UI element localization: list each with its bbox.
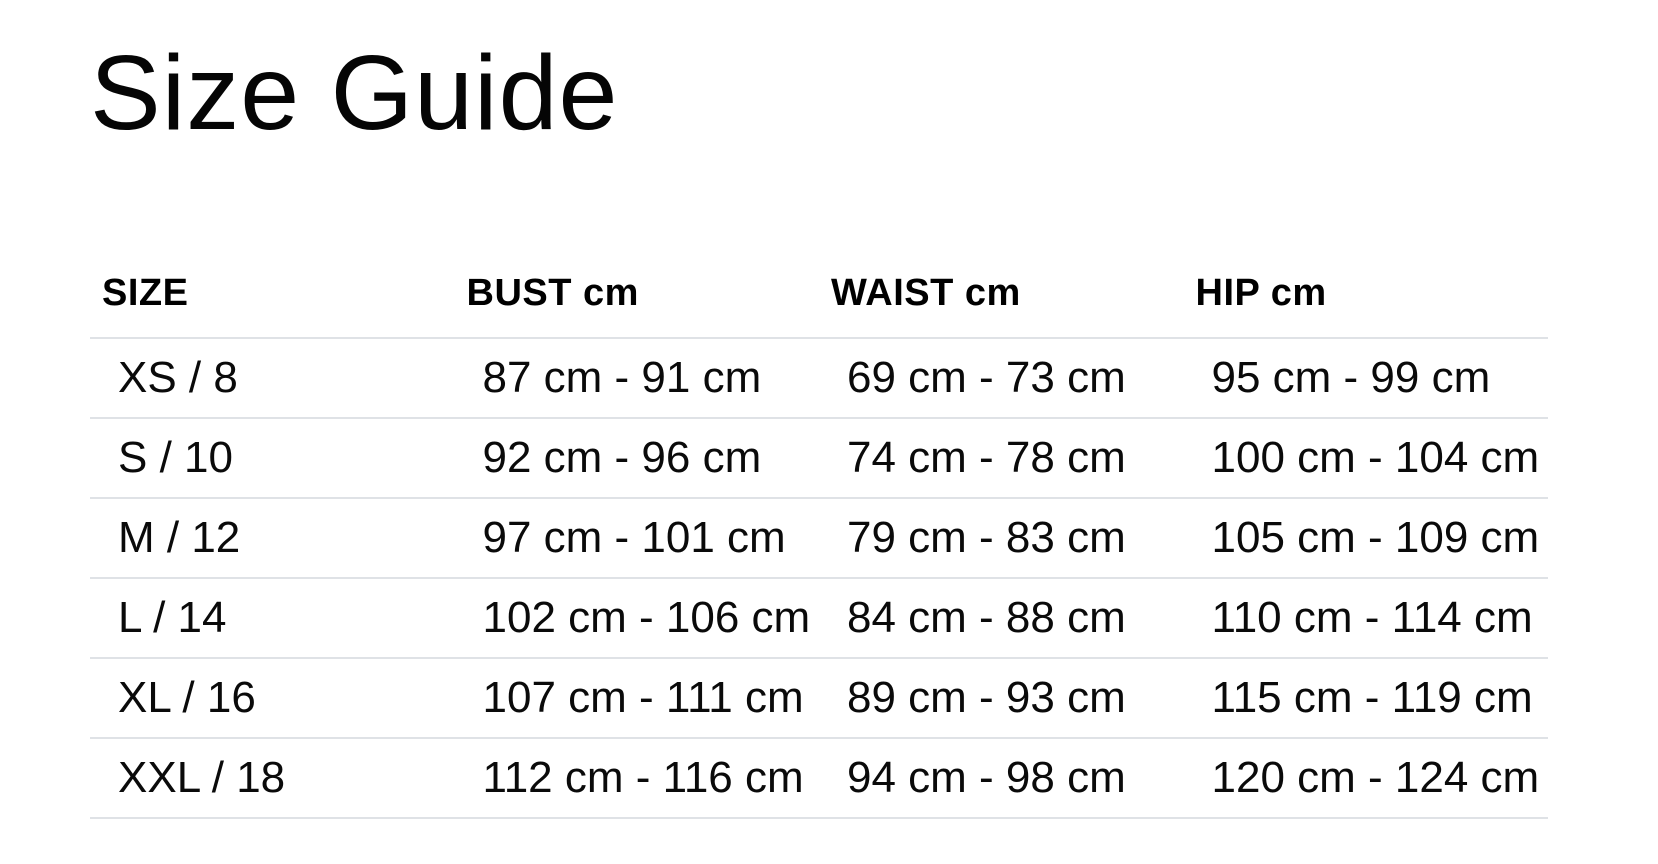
size-guide-table (90, 250, 1548, 819)
cell-waist: 84 cm - 88 cm (847, 593, 1126, 642)
table-row (90, 339, 1548, 419)
table-row (90, 659, 1548, 739)
column-header-bust: BUST cm (466, 272, 639, 314)
cell-bust: 97 cm - 101 cm (482, 513, 786, 562)
cell-bust: 107 cm - 111 cm (482, 673, 804, 722)
cell-bust: 87 cm - 91 cm (482, 353, 762, 402)
cell-hip: 100 cm - 104 cm (1211, 433, 1540, 482)
cell-size: M / 12 (118, 513, 241, 562)
cell-size: XXL / 18 (118, 753, 286, 802)
cell-hip: 105 cm - 109 cm (1211, 513, 1540, 562)
table-row (90, 739, 1548, 819)
cell-waist: 69 cm - 73 cm (847, 353, 1126, 402)
cell-hip: 110 cm - 114 cm (1211, 593, 1533, 642)
table-row (90, 499, 1548, 579)
table-row (90, 419, 1548, 499)
page-title: Size Guide (90, 34, 619, 152)
cell-bust: 102 cm - 106 cm (482, 593, 811, 642)
cell-size: XL / 16 (118, 673, 256, 722)
cell-waist: 79 cm - 83 cm (847, 513, 1126, 562)
column-header-size: SIZE (102, 272, 189, 314)
column-header-hip: HIP cm (1195, 272, 1327, 314)
cell-bust: 92 cm - 96 cm (482, 433, 762, 482)
cell-bust: 112 cm - 116 cm (482, 753, 804, 802)
column-header-waist: WAIST cm (831, 272, 1021, 314)
cell-waist: 89 cm - 93 cm (847, 673, 1126, 722)
cell-waist: 74 cm - 78 cm (847, 433, 1126, 482)
cell-hip: 95 cm - 99 cm (1211, 353, 1491, 402)
cell-size: XS / 8 (118, 353, 238, 402)
cell-size: S / 10 (118, 433, 233, 482)
table-header-row (90, 250, 1548, 339)
cell-hip: 115 cm - 119 cm (1211, 673, 1533, 722)
cell-hip: 120 cm - 124 cm (1211, 753, 1540, 802)
cell-size: L / 14 (118, 593, 227, 642)
table-row (90, 579, 1548, 659)
cell-waist: 94 cm - 98 cm (847, 753, 1126, 802)
